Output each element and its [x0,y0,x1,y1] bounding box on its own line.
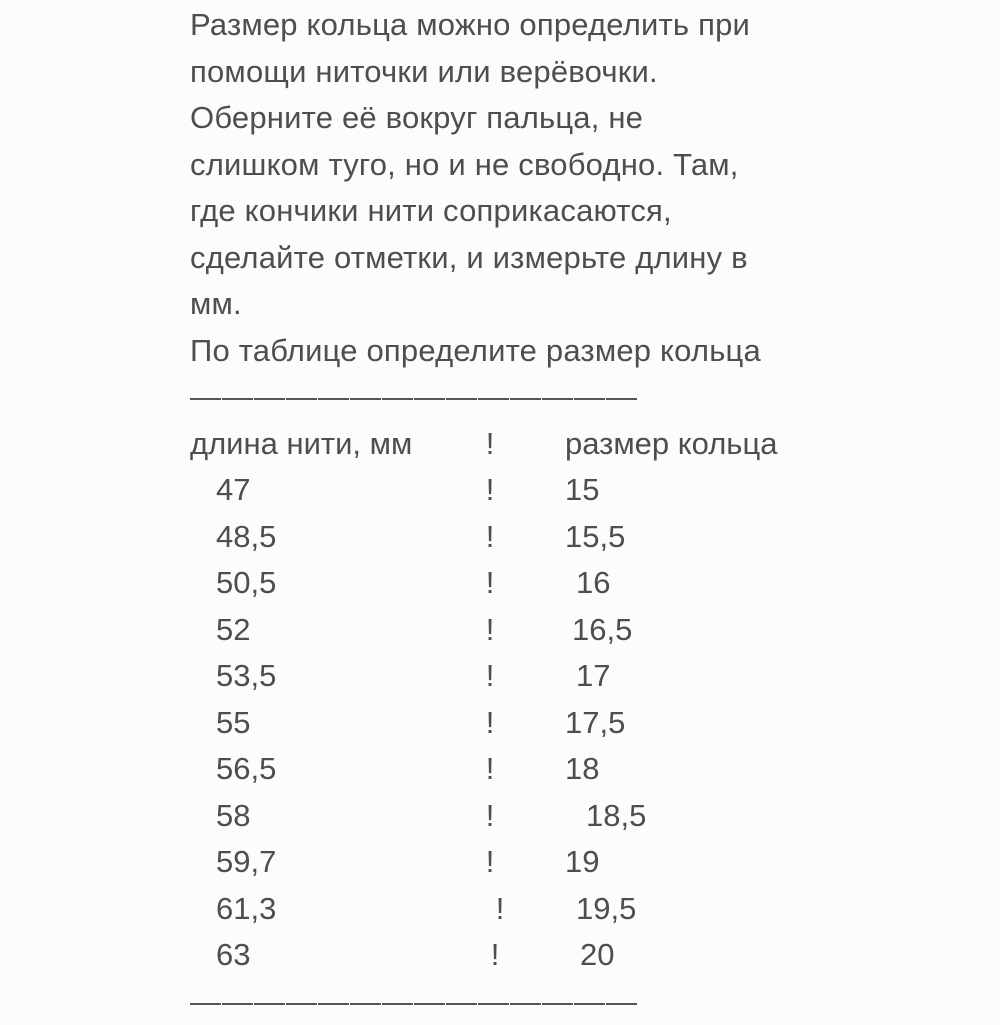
col-header-ring-size: размер кольца [520,421,777,468]
table-bottom-rule: —————————————— [190,979,830,1025]
table-row [190,653,830,700]
row-separator: ! [465,932,525,979]
table-row [190,746,830,793]
thread-length-cell: 52 [190,607,460,654]
row-separator: ! [460,839,520,886]
paragraph-line: По таблице определите размер кольца [190,328,830,375]
thread-length-cell: 59,7 [190,839,460,886]
thread-length-cell: 63 [190,932,460,979]
paragraph-line: сделайте отметки, и измерьте длину в [190,235,830,282]
table-row [190,793,830,840]
col-header-thread-length: длина нити, мм [190,421,460,468]
thread-length-cell: 47 [190,467,460,514]
row-separator: ! [460,467,520,514]
table-row [190,839,830,886]
row-separator: ! [460,700,520,747]
paragraph-line: слишком туго, но и не свободно. Там, [190,142,830,189]
row-separator: ! [460,653,520,700]
table-row [190,514,830,561]
thread-length-cell: 48,5 [190,514,460,561]
row-separator: ! [460,746,520,793]
ring-size-cell: 18 [520,746,599,793]
ring-size-cell: 15 [520,467,599,514]
table-row [190,560,830,607]
ring-size-cell: 16 [520,560,610,607]
ring-size-cell: 19 [520,839,599,886]
row-separator: ! [460,607,520,654]
thread-length-cell: 61,3 [190,886,460,933]
thread-length-cell: 58 [190,793,460,840]
row-separator: ! [460,514,520,561]
table-row [190,886,830,933]
thread-length-cell: 55 [190,700,460,747]
paragraph-line: помощи ниточки или верёвочки. [190,49,830,96]
table-row [190,932,830,979]
ring-size-cell: 17 [520,653,610,700]
ring-size-cell: 19,5 [520,886,636,933]
paragraph-line: Оберните её вокруг пальца, не [190,95,830,142]
paragraph-line: мм. [190,281,830,328]
column-separator: ! [460,421,520,468]
thread-length-cell: 53,5 [190,653,460,700]
table-top-rule: —————————————— [190,374,830,421]
row-separator: ! [460,560,520,607]
ring-size-cell: 20 [520,932,614,979]
table-row [190,700,830,747]
table-header-row [190,421,830,468]
table-row [190,607,830,654]
size-table-body [190,467,830,979]
ring-size-cell: 17,5 [520,700,625,747]
table-row [190,467,830,514]
thread-length-cell: 56,5 [190,746,460,793]
ring-size-cell: 16,5 [520,607,632,654]
paragraph-line: Размер кольца можно определить при [190,2,830,49]
ring-size-cell: 15,5 [520,514,625,561]
thread-length-cell: 50,5 [190,560,460,607]
paragraph-line: где кончики нити соприкасаются, [190,188,830,235]
ring-size-cell: 18,5 [520,793,646,840]
note-content [190,2,830,1025]
row-separator: ! [470,886,530,933]
row-separator: ! [460,793,520,840]
